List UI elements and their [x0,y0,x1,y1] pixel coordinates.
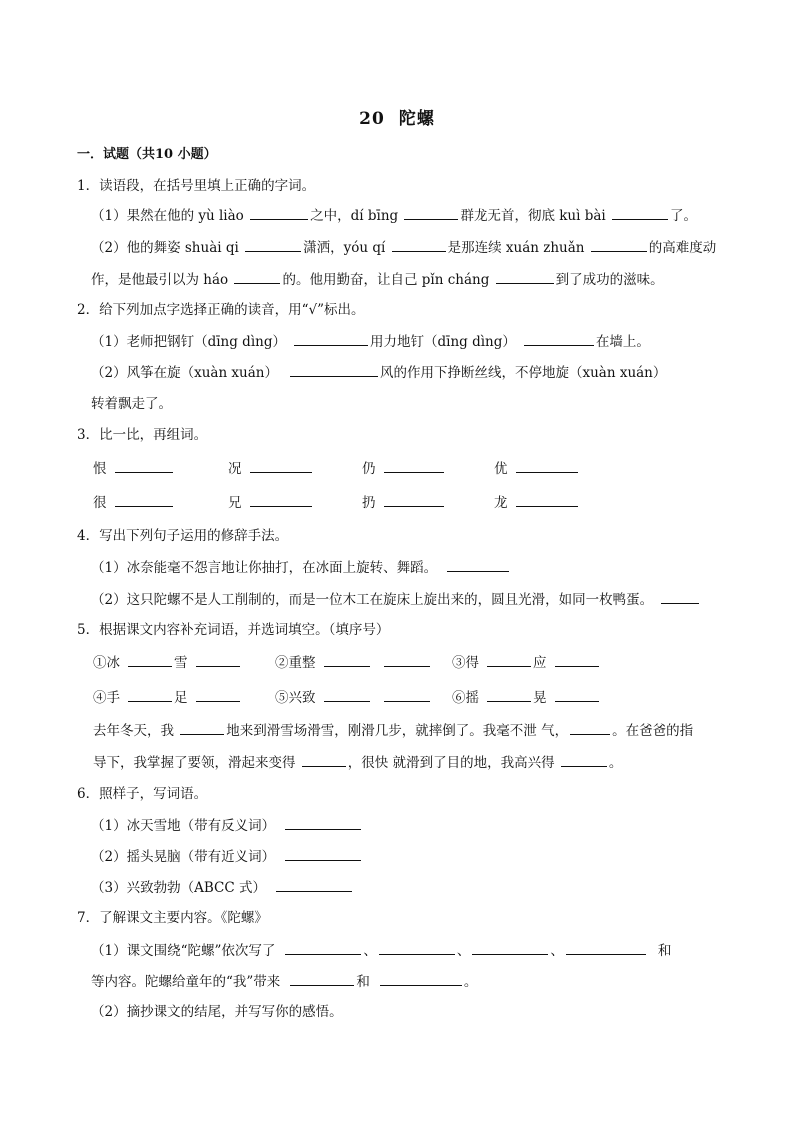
q1-line1: （1）果然在他的 yù liào 之中，dí bīng 群龙无首，彻底 kuì bài 了。 [91,205,697,226]
q5-passage-line2: 导下，我掌握了要领，滑起来变得 ，很快 就滑到了目的地，我高兴得 。 [93,752,622,773]
answer-blank[interactable] [245,237,301,252]
answer-blank[interactable] [384,492,444,507]
q6-line3: （3）兴致勃勃（ABCC 式） [91,877,354,898]
lesson-number: 20 [359,109,385,129]
section-heading: 一．试题（共10 小题） [77,147,217,162]
answer-blank[interactable] [566,940,646,955]
answer-blank[interactable] [285,940,361,955]
answer-blank[interactable] [180,720,224,735]
answer-blank[interactable] [661,589,699,604]
q1-line2: （2）他的舞姿 shuài qi 潇洒，yóu qí 是那连续 xuán zhuǎn 的高难度动 [91,237,716,258]
q5-idiom: ⑤兴致 [275,687,432,708]
answer-blank[interactable] [380,971,462,986]
answer-blank[interactable] [379,940,455,955]
answer-blank[interactable] [324,687,370,702]
answer-blank[interactable] [128,652,172,667]
answer-blank[interactable] [196,687,240,702]
answer-blank[interactable] [496,269,554,284]
q5-idiom: ④手 足 [93,687,242,708]
q3-cell: 兄 [228,492,314,513]
answer-blank[interactable] [487,687,531,702]
lesson-title: 陀螺 [398,109,435,129]
answer-blank[interactable] [384,687,430,702]
q7-stem: 7．了解课文主要内容。《陀螺》 [77,910,268,926]
q2-stem: 2．给下列加点字选择正确的读音，用“√”标出。 [77,302,365,318]
answer-blank[interactable] [290,362,378,377]
answer-blank[interactable] [250,458,312,473]
answer-blank[interactable] [555,652,599,667]
q7-line1: （1）课文围绕“陀螺”依次写了 、 、 、 和 [91,940,671,961]
q2-line3: 转着飘走了。 [91,396,172,412]
q3-cell: 恨 [93,458,175,479]
answer-blank[interactable] [487,652,531,667]
answer-blank[interactable] [128,687,172,702]
answer-blank[interactable] [392,237,446,252]
answer-blank[interactable] [234,269,280,284]
answer-blank[interactable] [250,492,312,507]
answer-blank[interactable] [516,458,578,473]
q7-line2: 等内容。陀螺给童年的“我”带来 和 。 [91,971,477,992]
q3-cell: 仍 [362,458,446,479]
q6-line2: （2）摇头晃脑（带有近义词） [91,846,363,867]
q1-stem: 1．读语段，在括号里填上正确的字词。 [77,178,316,194]
answer-blank[interactable] [561,752,607,767]
answer-blank[interactable] [612,205,668,220]
answer-blank[interactable] [196,652,240,667]
answer-blank[interactable] [115,458,173,473]
answer-blank[interactable] [570,720,610,735]
q5-passage-line1: 去年冬天，我 地来到滑雪场滑雪，刚滑几步，就摔倒了。我毫不泄 气， 。在爸爸的指 [93,720,693,741]
answer-blank[interactable] [250,205,308,220]
q3-cell: 扔 [362,492,446,513]
q3-cell: 优 [494,458,580,479]
q6-line1: （1）冰天雪地（带有反义词） [91,815,363,836]
q2-line2: （2）风筝在旋（xuàn xuán） 风的作用下挣断丝线，不停地旋（xuàn xuán） [91,362,666,383]
q7-line3: （2）摘抄课文的结尾，并写写你的感悟。 [91,1004,343,1020]
answer-blank[interactable] [404,205,458,220]
answer-blank[interactable] [294,331,368,346]
q3-stem: 3．比一比，再组词。 [77,427,208,443]
answer-blank[interactable] [290,971,354,986]
answer-blank[interactable] [285,815,361,830]
answer-blank[interactable] [472,940,548,955]
answer-blank[interactable] [555,687,599,702]
page-title [0,104,794,129]
q5-idiom: ③得 应 [452,652,601,673]
q5-idiom: ②重整 [275,652,432,673]
answer-blank[interactable] [447,557,509,572]
q6-stem: 6．照样子，写词语。 [77,786,208,802]
answer-blank[interactable] [276,877,352,892]
answer-blank[interactable] [302,752,346,767]
q3-cell: 很 [93,492,175,513]
answer-blank[interactable] [115,492,173,507]
q5-stem: 5．根据课文内容补充词语，并选词填空。（填序号） [77,622,390,638]
q3-cell: 况 [228,458,314,479]
q3-cell: 龙 [494,492,580,513]
q5-idiom: ①冰 雪 [93,652,242,673]
answer-blank[interactable] [524,331,594,346]
answer-blank[interactable] [516,492,578,507]
q4-line2: （2）这只陀螺不是人工削制的，而是一位木工在旋床上旋出来的，圆且光滑，如同一枚鸭蛋。 [91,589,701,610]
answer-blank[interactable] [285,846,361,861]
answer-blank[interactable] [384,458,444,473]
q4-line1: （1）冰奈能毫不怨言地让你抽打，在冰面上旋转、舞蹈。 [91,557,511,578]
answer-blank[interactable] [384,652,430,667]
q2-line1: （1）老师把钢钉（dīng dìng） 用力地钉（dīng dìng） 在墙上。 [91,331,650,352]
q5-idiom: ⑥摇 晃 [452,687,601,708]
q1-line3: 作，是他最引以为 háo 的。他用勤奋，让自己 pǐn cháng 到了成功的滋味。 [91,269,664,290]
answer-blank[interactable] [324,652,370,667]
answer-blank[interactable] [591,237,647,252]
q4-stem: 4．写出下列句子运用的修辞手法。 [77,528,289,544]
